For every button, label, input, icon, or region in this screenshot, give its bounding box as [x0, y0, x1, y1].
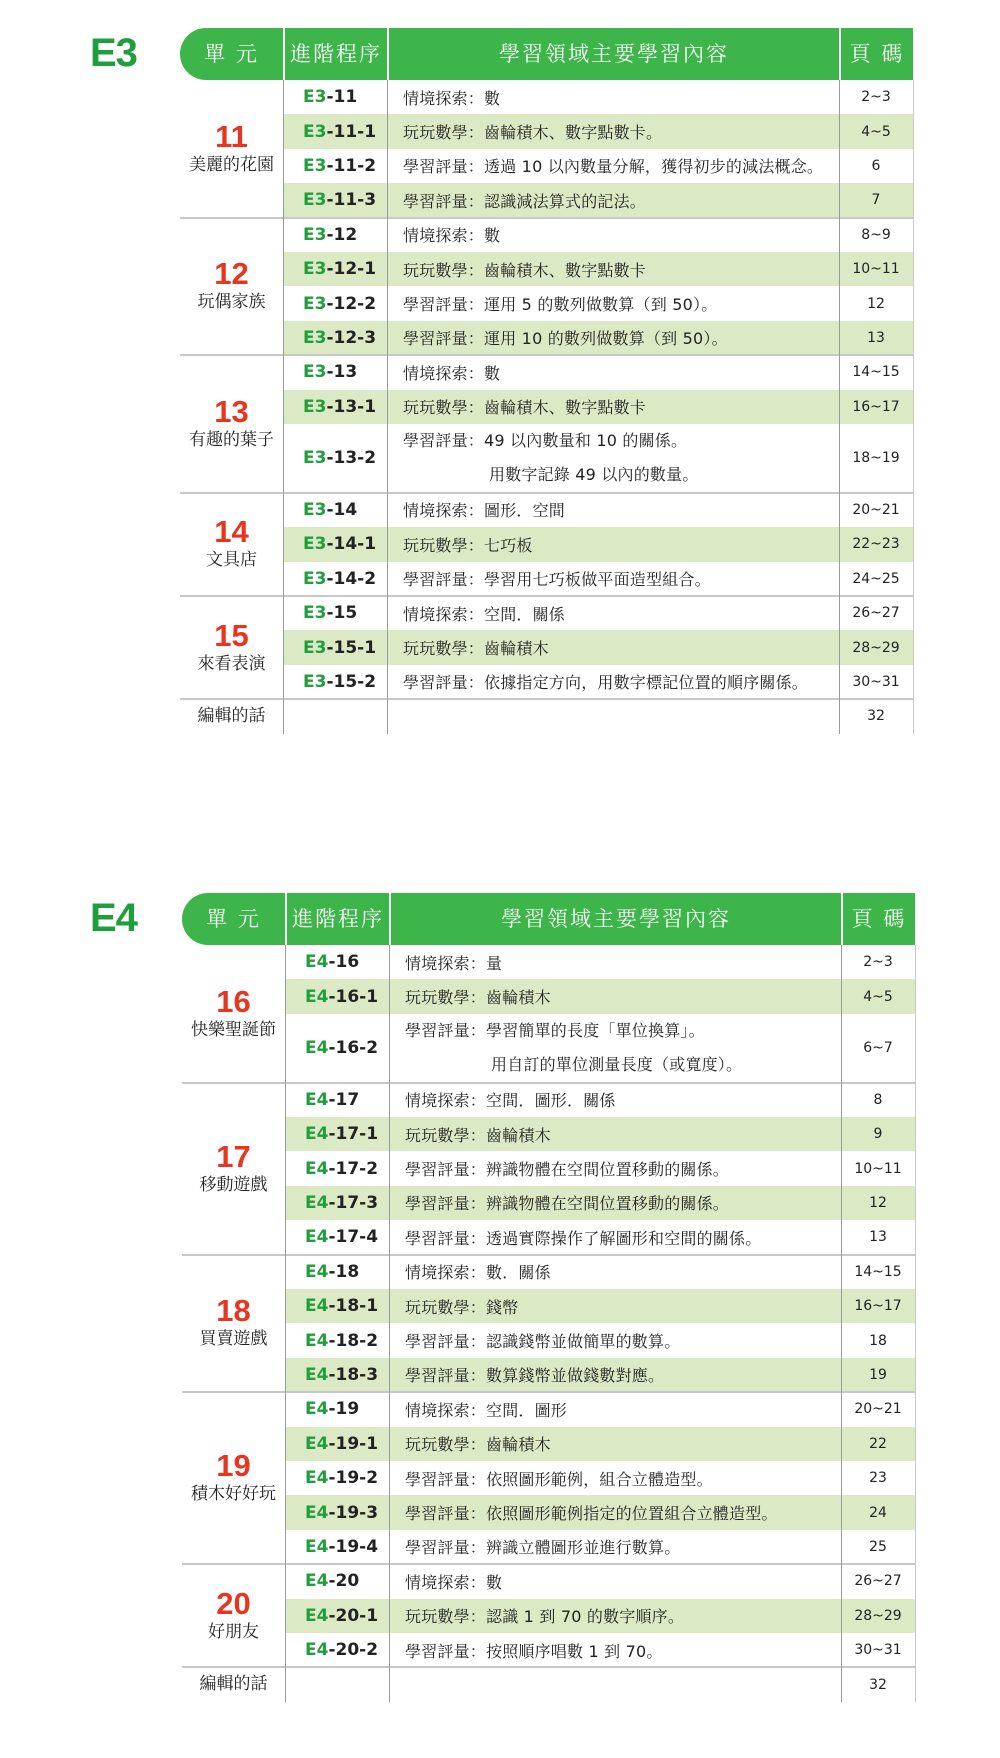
- unit-number: 12: [214, 256, 249, 292]
- unit-number: 18: [216, 1293, 251, 1329]
- stage-code-suffix: -11-1: [326, 121, 377, 142]
- learning-content: 情境探索：數．關係: [405, 1263, 551, 1283]
- stage-code: [283, 183, 387, 217]
- stage-code-prefix: E3: [303, 637, 327, 658]
- column-divider: [285, 945, 286, 1702]
- learning-content: 玩玩數學：錢幣: [405, 1297, 519, 1317]
- unit-label: [180, 218, 283, 356]
- stage-code-suffix: -19-1: [328, 1433, 379, 1454]
- stage-code-prefix: E4: [305, 1640, 329, 1661]
- learning-content-line: 學習評量：49 以內數量和 10 的關係。: [403, 431, 688, 451]
- table-row: [283, 562, 913, 596]
- learning-content: 學習評量：辨識物體在空間位置移動的關係。: [405, 1160, 730, 1180]
- stage-code: [285, 1289, 389, 1323]
- stage-code-prefix: E4: [305, 1433, 329, 1454]
- page-number: 9: [873, 1126, 883, 1143]
- table-row: [283, 665, 913, 699]
- stage-code-suffix: -20: [328, 1571, 360, 1592]
- stage-code: [285, 1633, 389, 1667]
- learning-content: 情境探索：量: [405, 953, 503, 973]
- page-number: 19: [869, 1366, 887, 1383]
- page-number: 4~5: [861, 123, 891, 140]
- stage-code: [285, 979, 389, 1013]
- page-number: 13: [869, 1229, 887, 1246]
- column-divider: [841, 945, 842, 1702]
- stage-code-prefix: E3: [303, 259, 327, 280]
- page-number: 14~15: [852, 364, 900, 381]
- table-row: [285, 1323, 915, 1357]
- learning-content: 玩玩數學：齒輪積木: [403, 639, 549, 659]
- page-number: 4~5: [863, 988, 893, 1005]
- header-stage: 進階程序: [285, 893, 389, 945]
- table-right-edge: [915, 945, 916, 1702]
- stage-code-suffix: -11-2: [326, 155, 377, 176]
- unit-divider: [182, 1666, 915, 1668]
- page-number: 8: [873, 1091, 883, 1108]
- page-number: 20~21: [854, 1401, 902, 1418]
- stage-code: [283, 527, 387, 561]
- page-number: 18~19: [852, 450, 900, 467]
- page-number: 8~9: [861, 226, 891, 243]
- column-divider: [283, 80, 284, 734]
- table-row: [283, 596, 913, 630]
- page-number: 26~27: [852, 605, 900, 622]
- editor-note-page: 32: [869, 1676, 887, 1693]
- learning-content: 學習評量：辨識立體圖形並進行數算。: [405, 1538, 681, 1558]
- stage-code-suffix: -16-2: [328, 1038, 379, 1059]
- stage-code: [283, 114, 387, 148]
- stage-code-prefix: E3: [303, 671, 327, 692]
- learning-content: 玩玩數學：齒輪積木: [405, 1435, 551, 1455]
- stage-code: [285, 1392, 389, 1426]
- stage-code-prefix: E4: [305, 1227, 329, 1248]
- stage-code-suffix: -17: [328, 1089, 360, 1110]
- table-row: [285, 1220, 915, 1254]
- stage-code-prefix: E4: [305, 1468, 329, 1489]
- header-unit: 單 元: [180, 28, 283, 80]
- learning-content: 學習評量：依照圖形範例指定的位置組合立體造型。: [405, 1504, 778, 1524]
- stage-code-prefix: E3: [303, 396, 327, 417]
- column-divider: [387, 80, 388, 734]
- unit-name: 移動遊戲: [199, 1174, 268, 1195]
- stage-code-suffix: -12-3: [326, 327, 377, 348]
- table-row: [285, 1255, 915, 1289]
- page-number: 25: [869, 1538, 887, 1555]
- table-row: [283, 114, 913, 148]
- column-divider: [389, 945, 390, 1702]
- unit-number: 17: [216, 1138, 251, 1174]
- unit-label: [182, 1392, 285, 1564]
- learning-content: 學習評量：運用 5 的數列做數算（到 50）。: [403, 295, 718, 315]
- unit-number: 16: [216, 983, 251, 1019]
- learning-content: 學習評量：透過 10 以內數量分解，獲得初步的減法概念。: [403, 157, 824, 177]
- page-number: 7: [871, 192, 881, 209]
- page-number: 16~17: [852, 398, 900, 415]
- stage-code: [285, 1255, 389, 1289]
- stage-code-prefix: E4: [305, 1089, 329, 1110]
- stage-code-prefix: E4: [305, 1192, 329, 1213]
- stage-code-prefix: E4: [305, 986, 329, 1007]
- unit-label: [180, 80, 283, 218]
- table-row: [285, 1461, 915, 1495]
- page-number: 18: [869, 1332, 887, 1349]
- stage-code: [285, 1083, 389, 1117]
- page-number: 10~11: [852, 261, 900, 278]
- table-row: [285, 1117, 915, 1151]
- page-number: 14~15: [854, 1263, 902, 1280]
- page-number: 28~29: [852, 639, 900, 656]
- stage-code-prefix: E4: [305, 952, 329, 973]
- stage-code-prefix: E4: [305, 1502, 329, 1523]
- stage-code-prefix: E3: [303, 534, 327, 555]
- column-divider: [839, 80, 840, 734]
- stage-code-prefix: E4: [305, 1605, 329, 1626]
- stage-code-suffix: -14-1: [326, 534, 377, 555]
- learning-content: 學習評量：辨識物體在空間位置移動的關係。: [405, 1194, 730, 1214]
- learning-content: 情境探索：圖形．空間: [403, 501, 566, 521]
- stage-code-prefix: E4: [305, 1330, 329, 1351]
- table-row: [283, 355, 913, 389]
- stage-code: [283, 665, 387, 699]
- stage-code-prefix: E4: [305, 1261, 329, 1282]
- stage-code-prefix: E3: [303, 568, 327, 589]
- page-number: 24: [869, 1504, 887, 1521]
- table-row: [283, 149, 913, 183]
- stage-code-suffix: -13-2: [326, 448, 377, 469]
- page-number: 13: [867, 329, 885, 346]
- page-number: 30~31: [852, 673, 900, 690]
- learning-content: 情境探索：空間．圖形: [405, 1400, 568, 1420]
- stage-code-suffix: -18-3: [328, 1364, 379, 1385]
- page-number: 30~31: [854, 1642, 902, 1659]
- learning-content: 情境探索：數: [405, 1572, 503, 1592]
- stage-code: [285, 1461, 389, 1495]
- learning-content: 玩玩數學：齒輪積木: [405, 988, 551, 1008]
- table-row: [285, 1151, 915, 1185]
- page-number: 6: [871, 157, 881, 174]
- page-number: 12: [869, 1194, 887, 1211]
- stage-code: [285, 1599, 389, 1633]
- stage-code-prefix: E4: [305, 1399, 329, 1420]
- unit-label: [182, 1083, 285, 1255]
- stage-code-suffix: -19-4: [328, 1536, 379, 1557]
- stage-code: [283, 252, 387, 286]
- unit-name: 有趣的葉子: [189, 429, 274, 450]
- table-row: [285, 1358, 915, 1392]
- stage-code-suffix: -12-2: [326, 293, 377, 314]
- page-number: 2~3: [863, 954, 893, 971]
- unit-name: 玩偶家族: [197, 292, 266, 313]
- table-row: [283, 527, 913, 561]
- table-row: [283, 183, 913, 217]
- table-row: [285, 1633, 915, 1667]
- unit-number: 19: [216, 1448, 251, 1484]
- learning-content: 情境探索：空間．關係: [403, 604, 566, 624]
- unit-number: 20: [216, 1585, 251, 1621]
- stage-code-prefix: E3: [303, 603, 327, 624]
- table-row: [285, 1427, 915, 1461]
- stage-code-suffix: -18-1: [328, 1296, 379, 1317]
- table-row: [283, 321, 913, 355]
- unit-label: [182, 945, 285, 1083]
- stage-code: [285, 1427, 389, 1461]
- table-row: [283, 424, 913, 493]
- page-number: 28~29: [854, 1607, 902, 1624]
- page-number: 23: [869, 1470, 887, 1487]
- stage-code-suffix: -16-1: [328, 986, 379, 1007]
- header-page: 頁 碼: [839, 28, 913, 80]
- stage-code: [283, 390, 387, 424]
- stage-code-suffix: -13-1: [326, 396, 377, 417]
- table-row: [285, 1495, 915, 1529]
- stage-code: [283, 493, 387, 527]
- stage-code-suffix: -15: [326, 603, 358, 624]
- unit-label: [180, 355, 283, 493]
- unit-name: 買賣遊戲: [199, 1329, 268, 1350]
- page-number: 10~11: [854, 1160, 902, 1177]
- stage-code: [285, 1530, 389, 1564]
- page-number: 22: [869, 1435, 887, 1452]
- learning-content: [387, 424, 839, 493]
- table-header: [0, 28, 1000, 80]
- stage-code: [285, 1564, 389, 1598]
- unit-number: 11: [215, 118, 248, 154]
- stage-code-suffix: -20-2: [328, 1640, 379, 1661]
- unit-label: [180, 493, 283, 596]
- stage-code-prefix: E4: [305, 1124, 329, 1145]
- learning-content: 學習評量：數算錢幣並做錢數對應。: [405, 1366, 665, 1386]
- stage-code-suffix: -18: [328, 1261, 360, 1282]
- table-row: [285, 1530, 915, 1564]
- stage-code-suffix: -11: [326, 87, 358, 108]
- unit-number: 15: [214, 617, 249, 653]
- stage-code: [283, 80, 387, 114]
- table-row: [283, 286, 913, 320]
- unit-label: [182, 1255, 285, 1393]
- unit-name: 美麗的花園: [189, 154, 274, 175]
- stage-code-prefix: E3: [303, 121, 327, 142]
- header-content: 學習領域主要學習內容: [387, 28, 839, 80]
- table-row: [283, 218, 913, 252]
- learning-content-line: 用數字記錄 49 以內的數量。: [489, 465, 699, 485]
- stage-code-prefix: E3: [303, 327, 327, 348]
- learning-content: 學習評量：認識減法算式的記法。: [403, 191, 647, 211]
- stage-code-suffix: -12-1: [326, 259, 377, 280]
- table-header: [0, 893, 1000, 945]
- stage-code: [283, 596, 387, 630]
- stage-code-prefix: E3: [303, 293, 327, 314]
- learning-content: 學習評量：認識錢幣並做簡單的數算。: [405, 1332, 681, 1352]
- stage-code-prefix: E3: [303, 87, 327, 108]
- header-page: 頁 碼: [841, 893, 915, 945]
- table-row: [283, 630, 913, 664]
- page-number: 24~25: [852, 570, 900, 587]
- learning-content: 學習評量：學習用七巧板做平面造型組合。: [403, 570, 711, 590]
- learning-content: 玩玩數學：齒輪積木、數字點數卡: [403, 398, 647, 418]
- editor-note-page: 32: [867, 708, 885, 725]
- stage-code-prefix: E4: [305, 1536, 329, 1557]
- stage-code-prefix: E3: [303, 362, 327, 383]
- learning-content: 玩玩數學：齒輪積木、數字點數卡: [403, 260, 647, 280]
- stage-code: [285, 1323, 389, 1357]
- learning-content: 情境探索：空間．圖形．關係: [405, 1091, 616, 1111]
- page-number: 16~17: [854, 1298, 902, 1315]
- editor-note-label: 編輯的話: [197, 706, 266, 727]
- table-row: [285, 1392, 915, 1426]
- editor-note-label: 編輯的話: [199, 1674, 268, 1695]
- stage-code-suffix: -17-4: [328, 1227, 379, 1248]
- stage-code: [285, 1151, 389, 1185]
- stage-code-suffix: -15-2: [326, 671, 377, 692]
- learning-content: 玩玩數學：齒輪積木、數字點數卡。: [403, 123, 663, 143]
- stage-code: [283, 321, 387, 355]
- stage-code-prefix: E3: [303, 155, 327, 176]
- unit-divider: [180, 698, 913, 700]
- header-stage: 進階程序: [283, 28, 387, 80]
- section-label: E4: [90, 896, 137, 940]
- stage-code-suffix: -19-3: [328, 1502, 379, 1523]
- unit-number: 13: [214, 393, 249, 429]
- table-row: [285, 1599, 915, 1633]
- table-row: [283, 390, 913, 424]
- unit-name: 快樂聖誕節: [191, 1019, 276, 1040]
- table-row: [285, 1186, 915, 1220]
- stage-code: [283, 424, 387, 493]
- stage-code-suffix: -19-2: [328, 1468, 379, 1489]
- stage-code-prefix: E3: [303, 224, 327, 245]
- stage-code: [283, 562, 387, 596]
- stage-code: [285, 1014, 389, 1083]
- learning-content: 學習評量：按照順序唱數 1 到 70。: [405, 1641, 663, 1661]
- stage-code-suffix: -13: [326, 362, 358, 383]
- stage-code: [283, 218, 387, 252]
- table-row: [285, 1289, 915, 1323]
- stage-code: [283, 355, 387, 389]
- learning-content: [389, 1014, 841, 1083]
- learning-content: 情境探索：數: [403, 363, 501, 383]
- page-number: 22~23: [852, 536, 900, 553]
- section-label: E3: [90, 31, 137, 75]
- stage-code-suffix: -15-1: [326, 637, 377, 658]
- stage-code: [283, 286, 387, 320]
- learning-content: 學習評量：透過實際操作了解圖形和空間的關係。: [405, 1228, 762, 1248]
- stage-code-suffix: -16: [328, 952, 360, 973]
- stage-code: [285, 945, 389, 979]
- header-content: 學習領域主要學習內容: [389, 893, 841, 945]
- unit-name: 積木好好玩: [191, 1484, 276, 1505]
- stage-code-prefix: E3: [303, 448, 327, 469]
- stage-code: [285, 1117, 389, 1151]
- header-unit: 單 元: [182, 893, 285, 945]
- stage-code-prefix: E3: [303, 190, 327, 211]
- stage-code-prefix: E4: [305, 1571, 329, 1592]
- learning-content: 情境探索：數: [403, 226, 501, 246]
- stage-code: [283, 630, 387, 664]
- learning-content: 情境探索：數: [403, 88, 501, 108]
- unit-name: 好朋友: [208, 1621, 259, 1642]
- stage-code: [285, 1495, 389, 1529]
- stage-code-suffix: -11-3: [326, 190, 377, 211]
- table-row: [285, 945, 915, 979]
- stage-code-suffix: -19: [328, 1399, 360, 1420]
- page-number: 26~27: [854, 1573, 902, 1590]
- unit-name: 文具店: [206, 550, 257, 571]
- learning-content: 學習評量：依照圖形範例，組合立體造型。: [405, 1469, 713, 1489]
- table-row: [283, 80, 913, 114]
- stage-code-suffix: -20-1: [328, 1605, 379, 1626]
- stage-code-prefix: E4: [305, 1158, 329, 1179]
- page-number: 12: [867, 295, 885, 312]
- stage-code-prefix: E4: [305, 1296, 329, 1317]
- stage-code-suffix: -17-2: [328, 1158, 379, 1179]
- page-number: 2~3: [861, 89, 891, 106]
- learning-content: 玩玩數學：七巧板: [403, 535, 533, 555]
- unit-number: 14: [214, 514, 249, 550]
- unit-label: [180, 596, 283, 699]
- table-row: [285, 1083, 915, 1117]
- stage-code-suffix: -17-1: [328, 1124, 379, 1145]
- stage-code: [283, 149, 387, 183]
- unit-name: 來看表演: [197, 653, 266, 674]
- unit-label: [182, 1564, 285, 1667]
- page-number: 20~21: [852, 501, 900, 518]
- stage-code-suffix: -18-2: [328, 1330, 379, 1351]
- table-row: [285, 979, 915, 1013]
- table-row: [285, 1564, 915, 1598]
- table-row: [283, 252, 913, 286]
- stage-code-prefix: E4: [305, 1038, 329, 1059]
- table-right-edge: [913, 80, 914, 734]
- stage-code-suffix: -14-2: [326, 568, 377, 589]
- learning-content: 玩玩數學：認識 1 到 70 的數字順序。: [405, 1607, 685, 1627]
- stage-code-prefix: E3: [303, 499, 327, 520]
- stage-code: [285, 1220, 389, 1254]
- table-row: [285, 1014, 915, 1083]
- learning-content: 玩玩數學：齒輪積木: [405, 1125, 551, 1145]
- learning-content: 學習評量：運用 10 的數列做數算（到 50）。: [403, 329, 728, 349]
- stage-code: [285, 1358, 389, 1392]
- learning-content-line: 學習評量：學習簡單的長度「單位換算」。: [405, 1021, 705, 1041]
- stage-code-suffix: -17-3: [328, 1192, 379, 1213]
- stage-code-suffix: -12: [326, 224, 358, 245]
- stage-code-prefix: E4: [305, 1364, 329, 1385]
- stage-code-suffix: -14: [326, 499, 358, 520]
- stage-code: [285, 1186, 389, 1220]
- learning-content-line: 用自訂的單位測量長度（或寬度）。: [491, 1055, 743, 1075]
- page-number: 6~7: [863, 1040, 893, 1057]
- learning-content: 學習評量：依據指定方向，用數字標記位置的順序關係。: [403, 673, 809, 693]
- table-row: [283, 493, 913, 527]
